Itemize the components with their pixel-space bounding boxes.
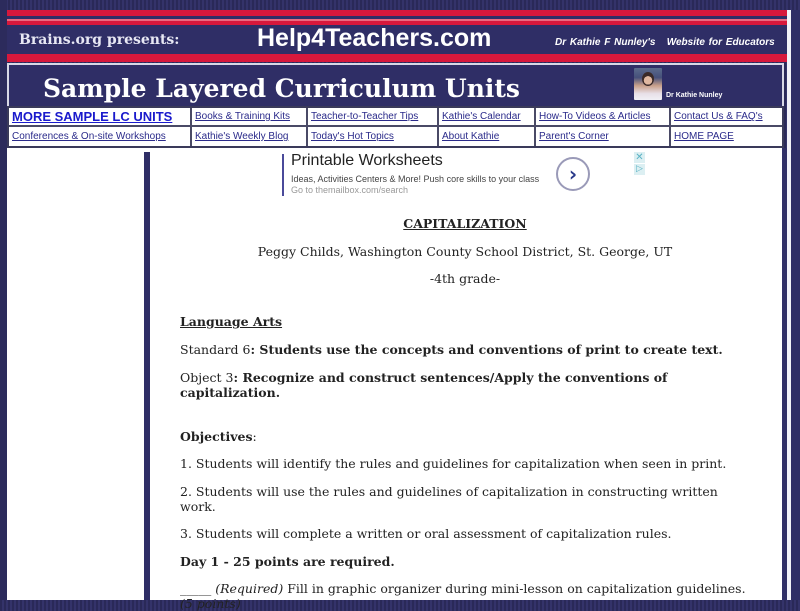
ad-description: Ideas, Activities Centers & More! Push core skills to your class bbox=[291, 174, 540, 184]
task-required-label: (Required) bbox=[215, 581, 284, 596]
nav-link-contact-faq[interactable]: Contact Us & FAQ's bbox=[671, 108, 782, 127]
nav-link-more-sample-lc-units[interactable]: MORE SAMPLE LC UNITS bbox=[9, 108, 192, 127]
nav-link-weekly-blog[interactable]: Kathie's Weekly Blog bbox=[192, 127, 308, 146]
ad-accent-bar bbox=[282, 154, 284, 196]
objectives-colon: : bbox=[252, 429, 257, 444]
doc-grade: -4th grade- bbox=[429, 271, 501, 286]
object-text: : Recognize and construct sentences/Apply the conventions of capitalization. bbox=[180, 370, 668, 400]
nav-link-videos-articles[interactable]: How-To Videos & Articles bbox=[536, 108, 671, 127]
left-column-divider bbox=[144, 152, 150, 600]
task-item bbox=[180, 581, 750, 611]
close-icon[interactable]: ✕ bbox=[635, 152, 644, 163]
nav-link-parents-corner[interactable]: Parent's Corner bbox=[536, 127, 671, 146]
doc-title: CAPITALIZATION bbox=[403, 216, 527, 231]
object-label: Object 3 bbox=[180, 370, 234, 385]
task-text: Fill in graphic organizer during mini-lesson on capitalization guidelines. bbox=[283, 581, 746, 596]
tagline: Dr Kathie F Nunley's Website for Educators bbox=[555, 37, 775, 48]
day1-heading: Day 1 - 25 points are required. bbox=[180, 554, 395, 569]
objectives-label: Objectives bbox=[180, 429, 253, 444]
nav-link-home-page[interactable]: HOME PAGE bbox=[674, 131, 734, 142]
header-panel bbox=[7, 63, 784, 107]
task-points: (5 points) bbox=[180, 596, 241, 611]
right-page-border bbox=[791, 10, 800, 600]
standard-text: : Students use the concepts and conventions of print to create text. bbox=[250, 342, 723, 357]
standard-label: Standard 6 bbox=[180, 342, 251, 357]
page-title: Sample Layered Curriculum Units bbox=[43, 74, 521, 103]
ad-banner[interactable] bbox=[282, 152, 652, 198]
objective-item: 2. Students will use the rules and guidelines of capitalization in constructing written work. bbox=[180, 484, 718, 514]
nav-link-about-kathie[interactable]: About Kathie bbox=[439, 127, 536, 146]
ad-url[interactable]: Go to themailbox.com/search bbox=[291, 185, 409, 195]
nav-link-teacher-tips[interactable]: Teacher-to-Teacher Tips bbox=[308, 108, 439, 127]
site-title[interactable]: Help4Teachers.com bbox=[257, 24, 492, 52]
nav-link-calendar[interactable]: Kathie's Calendar bbox=[439, 108, 536, 127]
object-line bbox=[180, 370, 750, 400]
doc-author: Peggy Childs, Washington County School District, St. George, UT bbox=[257, 244, 673, 259]
left-page-border bbox=[0, 0, 7, 600]
subject-heading: Language Arts bbox=[180, 314, 283, 329]
nav-link-conferences[interactable]: Conferences & On-site Workshops bbox=[9, 127, 192, 146]
nav-link-hot-topics[interactable]: Today's Hot Topics bbox=[308, 127, 439, 146]
nav-link-books-training-kits[interactable]: Books & Training Kits bbox=[192, 108, 308, 127]
presenter-label: Brains.org presents: bbox=[19, 32, 180, 48]
adchoices-icon[interactable]: ▷ bbox=[634, 164, 645, 175]
objective-item: 3. Students will complete a written or oral assessment of capitalization rules. bbox=[180, 526, 672, 541]
avatar-caption: Dr Kathie Nunley bbox=[666, 92, 723, 99]
avatar bbox=[634, 68, 662, 100]
chevron-right-icon[interactable]: › bbox=[556, 157, 590, 191]
task-blank: _____ bbox=[180, 581, 212, 596]
objective-item: 1. Students will identify the rules and guidelines for capitalization when seen in print. bbox=[180, 456, 727, 471]
ad-title[interactable]: Printable Worksheets bbox=[291, 152, 443, 169]
objectives-heading bbox=[180, 429, 750, 444]
nav-table bbox=[7, 106, 784, 148]
top-banner bbox=[7, 10, 787, 62]
standard-line bbox=[180, 342, 750, 357]
